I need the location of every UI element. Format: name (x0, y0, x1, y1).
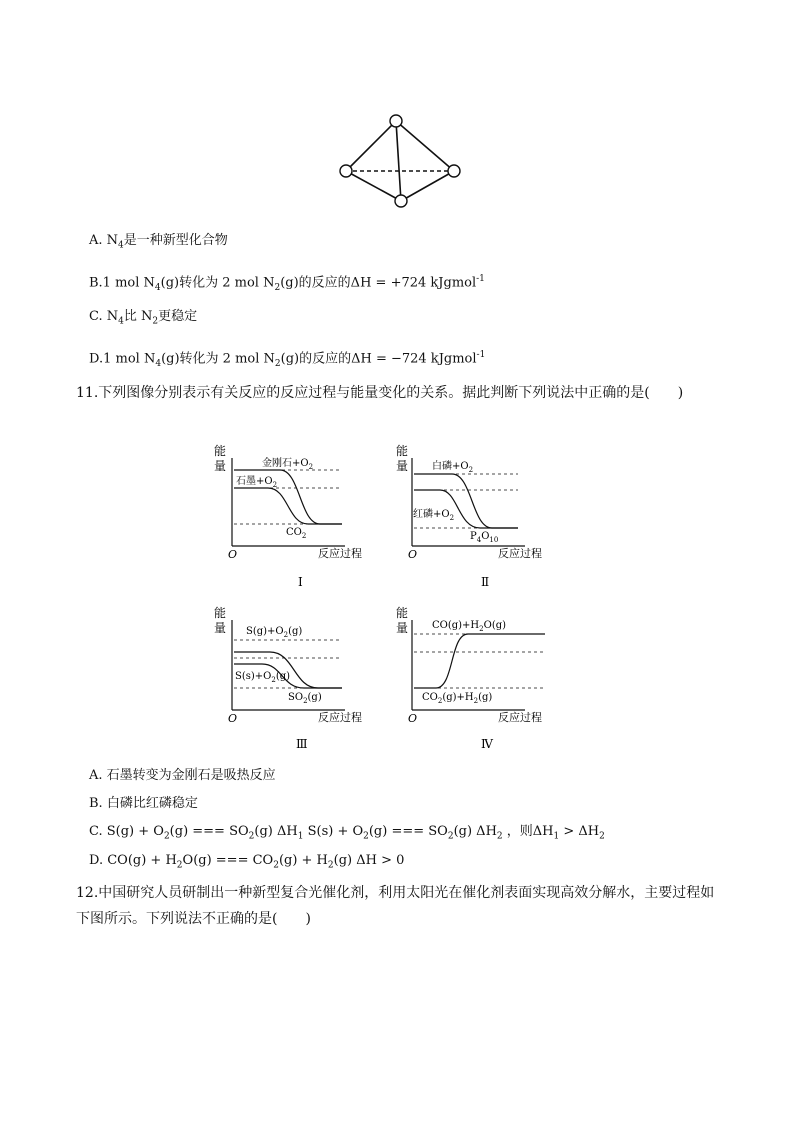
chart-numeral: Ⅳ (481, 737, 493, 751)
origin-label: O (228, 548, 238, 561)
curve-co-h2o (414, 634, 545, 688)
option-c-q10: C. $N_4$比 $N_2$更稳定 (89, 309, 198, 327)
x-axis-label: 反应过程 (318, 547, 362, 560)
label-red-phosphorus: 红磷$+O_2$ (413, 509, 455, 522)
atom (390, 115, 402, 127)
label-s-solid: $S(s)+O_2(g)$ (235, 671, 291, 684)
label-white-phosphorus: 白磷$+O_2$ (432, 461, 474, 474)
option-b-q10: B.1 mol $N_4(g)$转化为 2 mol $N_2(g)$的反应的ΔH = +724 kJgmol$^{-1}$ (89, 274, 485, 293)
question-12-stem: 12.中国研究人员研制出一种新型复合光催化剂，利用太阳光在催化剂表面实现高效分解水，主要过程如下图所示。下列说法不正确的是( ) (76, 885, 715, 927)
y-axis-label: 量 (214, 459, 227, 473)
label-p4o10: $P_4O_{10}$ (470, 531, 499, 544)
option-a-q11: A. 石墨转变为金刚石是吸热反应 (89, 768, 276, 783)
option-b-q11: B. 白磷比红磷稳定 (89, 796, 198, 811)
curve-graphite (234, 488, 342, 524)
label-co2: $CO_2$ (286, 527, 307, 540)
edge (396, 121, 454, 171)
chart-numeral: Ⅲ (296, 737, 308, 751)
question-11-stem: 11.下列图像分别表示有关反应的反应过程与能量变化的关系。据此判断下列说法中正确的是( ) (76, 385, 684, 401)
origin-label: O (408, 712, 418, 725)
origin-label: O (408, 548, 418, 561)
origin-label: O (228, 712, 238, 725)
x-axis-label: 反应过程 (498, 547, 542, 560)
energy-chart-3 (214, 605, 362, 751)
y-axis-label: 能 (214, 606, 227, 620)
x-axis-label: 反应过程 (498, 711, 542, 724)
edge (396, 121, 401, 201)
x-axis-label: 反应过程 (318, 711, 362, 724)
atom (340, 165, 352, 177)
option-a-q10: A. $N_4$是一种新型化合物 (89, 233, 228, 251)
option-d-q10: D.1 mol $N_4(g)$转化为 2 mol $N_2(g)$的反应的ΔH = −724 kJgmol$^{-1}$ (89, 350, 486, 369)
atom (448, 165, 460, 177)
label-diamond: 金刚石$+O_2$ (262, 458, 314, 471)
energy-chart-1 (214, 443, 362, 589)
atom (395, 195, 407, 207)
y-axis-label: 量 (214, 621, 227, 635)
y-axis-label: 量 (396, 621, 409, 635)
y-axis-label: 能 (214, 444, 227, 458)
option-c-q11: C. $S(g) + O_2(g)$ === $SO_2(g)$ $\Delta H_1$ $S(s) + O_2(g)$ === $SO_2(g)$ $\Delta H_2$ ，则$\Delta H_1 > \Delta H_2$ (89, 824, 605, 842)
label-s-gas: $S(g)+O_2(g)$ (246, 626, 303, 639)
chart-numeral: Ⅱ (481, 575, 490, 589)
edge (401, 171, 454, 201)
option-d-q11: D. $CO(g) + H_2O(g)$ === $CO_2(g) + H_2(g) \Delta H > 0$ (89, 853, 405, 871)
y-axis-label: 量 (396, 459, 409, 473)
label-co-h2o: $CO(g)+H_2O(g)$ (432, 620, 507, 633)
y-axis-label: 能 (396, 606, 409, 620)
label-so2: $SO_2(g)$ (288, 692, 322, 705)
label-graphite: 石墨$+O_2$ (236, 476, 278, 489)
chart-numeral: Ⅰ (298, 575, 303, 589)
energy-chart-2 (396, 443, 542, 589)
label-co2-h2: $CO_2(g)+H_2(g)$ (422, 692, 493, 705)
edge (346, 121, 396, 171)
energy-diagrams (200, 438, 580, 758)
edge (346, 171, 401, 201)
y-axis-label: 能 (396, 444, 409, 458)
energy-chart-4 (396, 605, 545, 751)
n4-tetrahedron-figure (330, 108, 470, 214)
